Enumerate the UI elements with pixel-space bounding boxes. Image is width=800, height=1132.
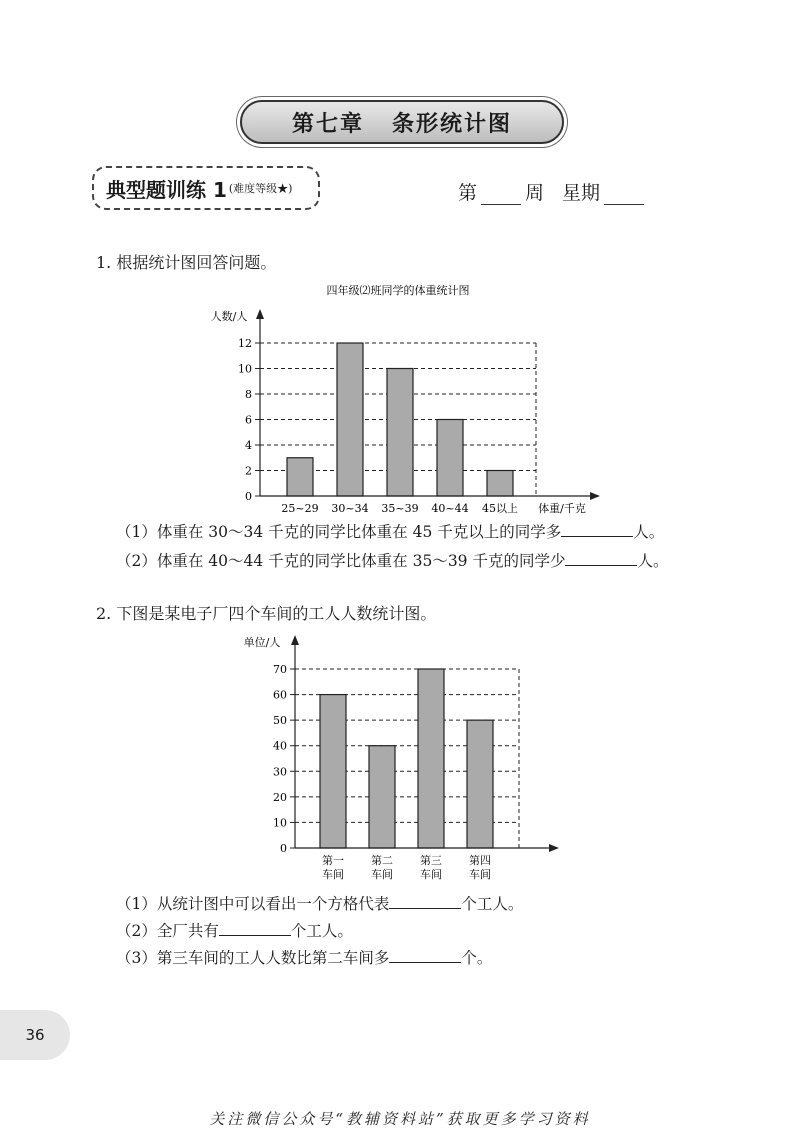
y-tick-label: 4 [245,439,252,452]
question-1: 1. 根据统计图回答问题。 [96,253,277,272]
y-tick-label: 30 [273,765,287,779]
page-number: 36 [0,1010,70,1060]
y-tick-label: 20 [273,790,287,804]
week-di: 第 [458,182,478,204]
q1-sub2-end: 人。 [637,552,669,570]
q2-sub3-text: （3）第三车间的工人人数比第二车间多 [116,949,390,967]
x-tick-label: 车间 [322,868,344,881]
y-axis-arrow [291,635,299,645]
bar [418,669,444,848]
q2-sub1-end: 个工人。 [461,895,524,913]
q1-sub1-text: （1）体重在 30～34 千克的同学比体重在 45 千克以上的同学多 [116,523,562,541]
q2-sub2-blank[interactable] [219,921,291,936]
y-axis-label: 单位/人 [243,636,281,649]
bar [387,369,413,497]
chart-title: 四年级⑵班同学的体重统计图 [326,284,470,297]
x-tick-label: 第二 [371,854,393,867]
q2-sub1 [116,892,523,914]
x-tick-label: 第一 [322,854,344,867]
weekday-blank[interactable] [604,186,644,205]
week-blank[interactable] [481,186,521,205]
y-axis-arrow [256,309,264,319]
bar [467,720,493,848]
difficulty-label: (难度等级★) [228,182,293,195]
bar [320,695,346,848]
q2-sub1-blank[interactable] [389,894,461,909]
x-tick-label: 第三 [420,854,442,867]
practice-badge [92,166,320,210]
chapter-name: 条形统计图 [392,110,513,137]
y-axis-label: 人数/人 [210,310,248,323]
x-axis-label: 体重/千克 [538,502,586,515]
bar [337,343,363,496]
q1-sub2 [116,549,668,571]
x-tick-label: 35~39 [381,502,419,515]
y-tick-label: 70 [273,663,287,676]
footer-note: 关注微信公众号“教辅资料站”获取更多学习资料 [209,1110,591,1128]
q2-sub2-end: 个工人。 [290,922,353,940]
q2-sub3-blank[interactable] [389,948,461,963]
x-tick-label: 车间 [420,868,442,881]
x-tick-label: 40~44 [431,502,469,515]
bar [487,471,513,497]
q1-sub1 [116,520,664,542]
x-axis-arrow [590,492,600,500]
x-tick-label: 车间 [469,868,491,881]
y-tick-label: 8 [245,388,252,401]
bar [437,420,463,497]
week-line [458,178,648,205]
x-tick-label: 车间 [371,868,393,881]
q1-sub2-blank[interactable] [565,551,637,566]
q2-sub2 [116,919,353,941]
y-tick-label: 0 [245,490,252,503]
x-tick-label: 第四 [469,854,491,867]
y-tick-label: 0 [280,842,287,855]
week-zhou: 周 [525,182,545,204]
y-tick-label: 40 [273,739,287,753]
bar [287,458,313,496]
x-tick-label: 30~34 [331,502,369,515]
q2-sub3 [116,946,492,968]
q1-sub2-text: （2）体重在 40～44 千克的同学比体重在 35～39 千克的同学少 [116,552,566,570]
q1-sub1-blank[interactable] [561,522,633,537]
y-tick-label: 6 [245,413,252,427]
q2-sub2-text: （2）全厂共有 [116,922,219,940]
x-axis-arrow [549,844,559,852]
y-tick-label: 2 [245,464,252,478]
y-tick-label: 10 [238,362,252,376]
x-tick-label: 45以上 [482,502,518,515]
q2-sub1-text: （1）从统计图中可以看出一个方格代表 [116,895,390,913]
practice-title: 典型题训练 1 [106,177,227,202]
y-tick-label: 10 [273,816,287,830]
y-tick-label: 50 [273,714,287,728]
x-tick-label: 25~29 [281,502,319,515]
question-2: 2. 下图是某电子厂四个车间的工人人数统计图。 [96,604,437,623]
y-tick-label: 12 [238,337,252,350]
chapter-title [240,100,564,144]
q2-sub3-end: 个。 [461,949,493,967]
y-tick-label: 60 [273,688,287,702]
q1-sub1-end: 人。 [633,523,665,541]
chapter-number: 第七章 [291,110,364,137]
week-xingqi: 星期 [562,182,601,204]
bar [369,746,395,848]
